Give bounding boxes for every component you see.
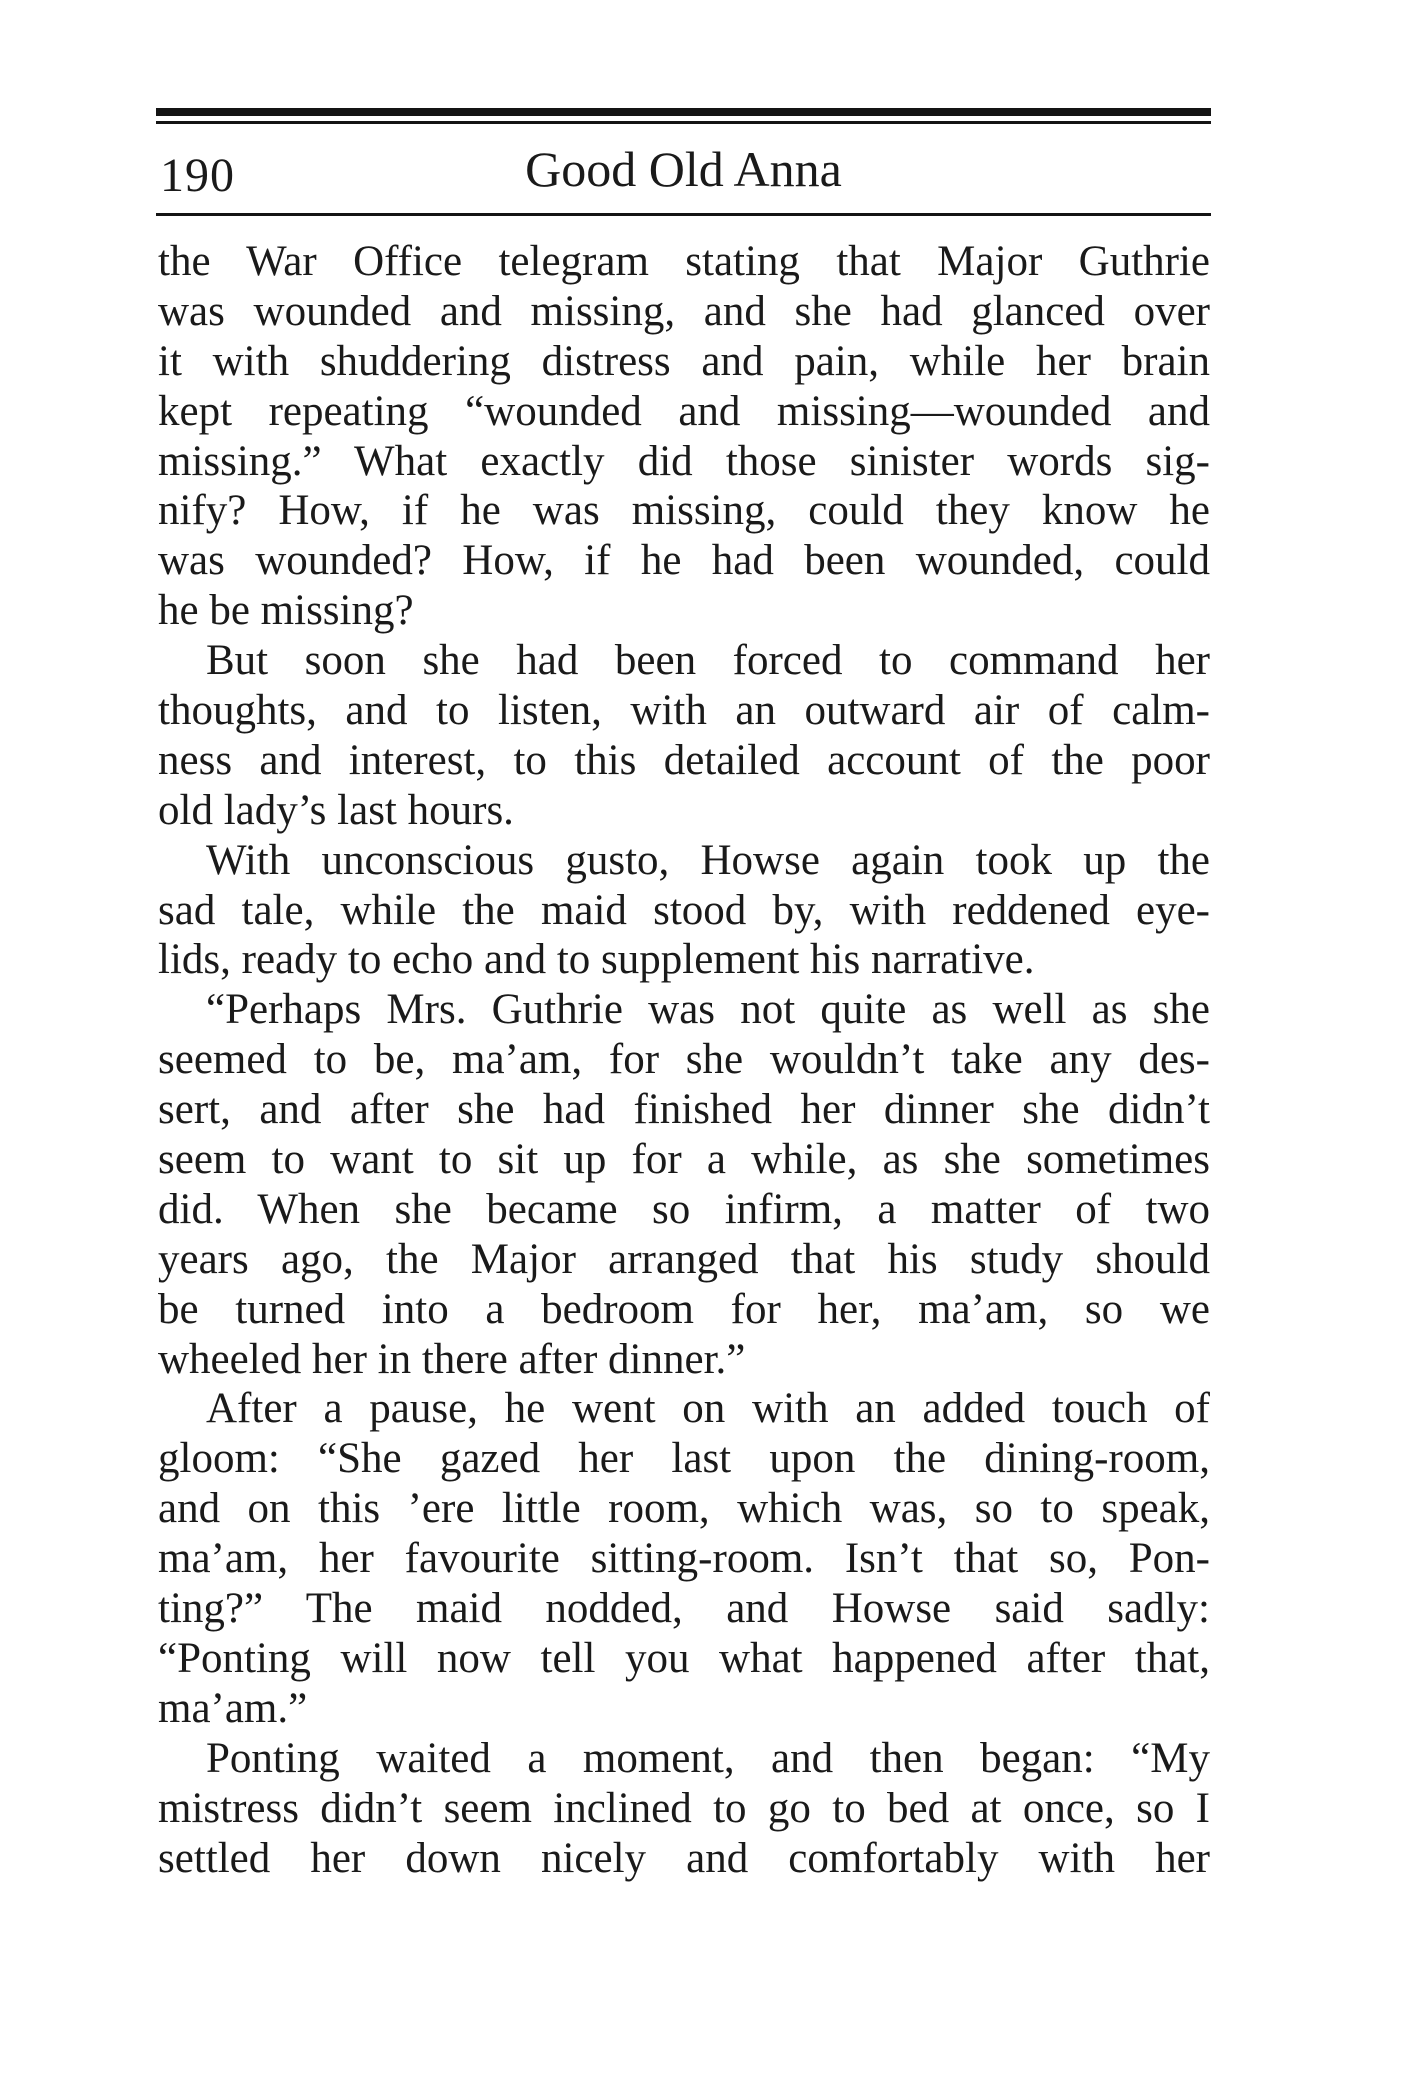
text-line: seemed to be, ma’am, for she wouldn’t take any des- xyxy=(158,1036,1210,1084)
text-line: “Ponting will now tell you what happened after that, xyxy=(158,1634,1210,1682)
text-line: it with shuddering distress and pain, while her brain xyxy=(158,337,1210,385)
running-head xyxy=(156,140,1211,210)
text-line: and on this ’ere little room, which was, so to speak, xyxy=(158,1485,1210,1533)
text-line: lids, ready to echo and to supplement his narrative. xyxy=(158,936,1035,984)
text-line: gloom: “She gazed her last upon the dining-room, xyxy=(158,1435,1210,1483)
text-line: wheeled her in there after dinner.” xyxy=(158,1335,746,1383)
paragraph-first-line: “Perhaps Mrs. Guthrie was not quite as well as she xyxy=(206,986,1210,1034)
text-line: years ago, the Major arranged that his study should xyxy=(158,1235,1210,1283)
paragraph-first-line: Ponting waited a moment, and then began: “My xyxy=(206,1734,1210,1782)
text-line: seem to want to sit up for a while, as she sometimes xyxy=(158,1136,1210,1184)
text-line: was wounded and missing, and she had glanced over xyxy=(158,287,1210,335)
text-line: sert, and after she had finished her dinner she didn’t xyxy=(158,1086,1210,1134)
header-bottom-rule xyxy=(156,213,1211,216)
text-line: be turned into a bedroom for her, ma’am, so we xyxy=(158,1285,1210,1333)
text-line: kept repeating “wounded and missing—wounded and xyxy=(158,387,1210,435)
text-line: ma’am.” xyxy=(158,1684,308,1732)
text-line: settled her down nicely and comfortably with her xyxy=(158,1834,1210,1882)
header-double-rule-thin xyxy=(156,121,1211,124)
paragraph-first-line: After a pause, he went on with an added touch of xyxy=(206,1385,1210,1433)
text-line: did. When she became so infirm, a matter of two xyxy=(158,1185,1210,1233)
paragraph-first-line: With unconscious gusto, Howse again took up the xyxy=(206,836,1210,884)
text-line: he be missing? xyxy=(158,587,414,635)
text-line: sad tale, while the maid stood by, with reddened eye- xyxy=(158,886,1210,934)
text-line: missing.” What exactly did those sinister words sig- xyxy=(158,437,1210,485)
paragraph-first-line: But soon she had been forced to command her xyxy=(206,637,1210,685)
text-line: nify? How, if he was missing, could they know he xyxy=(158,487,1210,535)
body-text xyxy=(158,237,1210,1883)
text-line: ting?” The maid nodded, and Howse said sadly: xyxy=(158,1585,1210,1633)
page-number: 190 xyxy=(160,149,235,202)
header-double-rule-thick xyxy=(156,108,1211,116)
text-line: old lady’s last hours. xyxy=(158,786,514,834)
text-line: the War Office telegram stating that Major Guthrie xyxy=(158,238,1210,285)
text-line: ma’am, her favourite sitting-room. Isn’t that so, Pon- xyxy=(158,1535,1210,1583)
text-line: thoughts, and to listen, with an outward air of calm- xyxy=(158,687,1210,735)
text-line: mistress didn’t seem inclined to go to bed at once, so I xyxy=(158,1784,1210,1832)
running-title: Good Old Anna xyxy=(525,141,842,197)
text-line: was wounded? How, if he had been wounded, could xyxy=(158,537,1210,585)
text-line: ness and interest, to this detailed account of the poor xyxy=(158,736,1210,784)
